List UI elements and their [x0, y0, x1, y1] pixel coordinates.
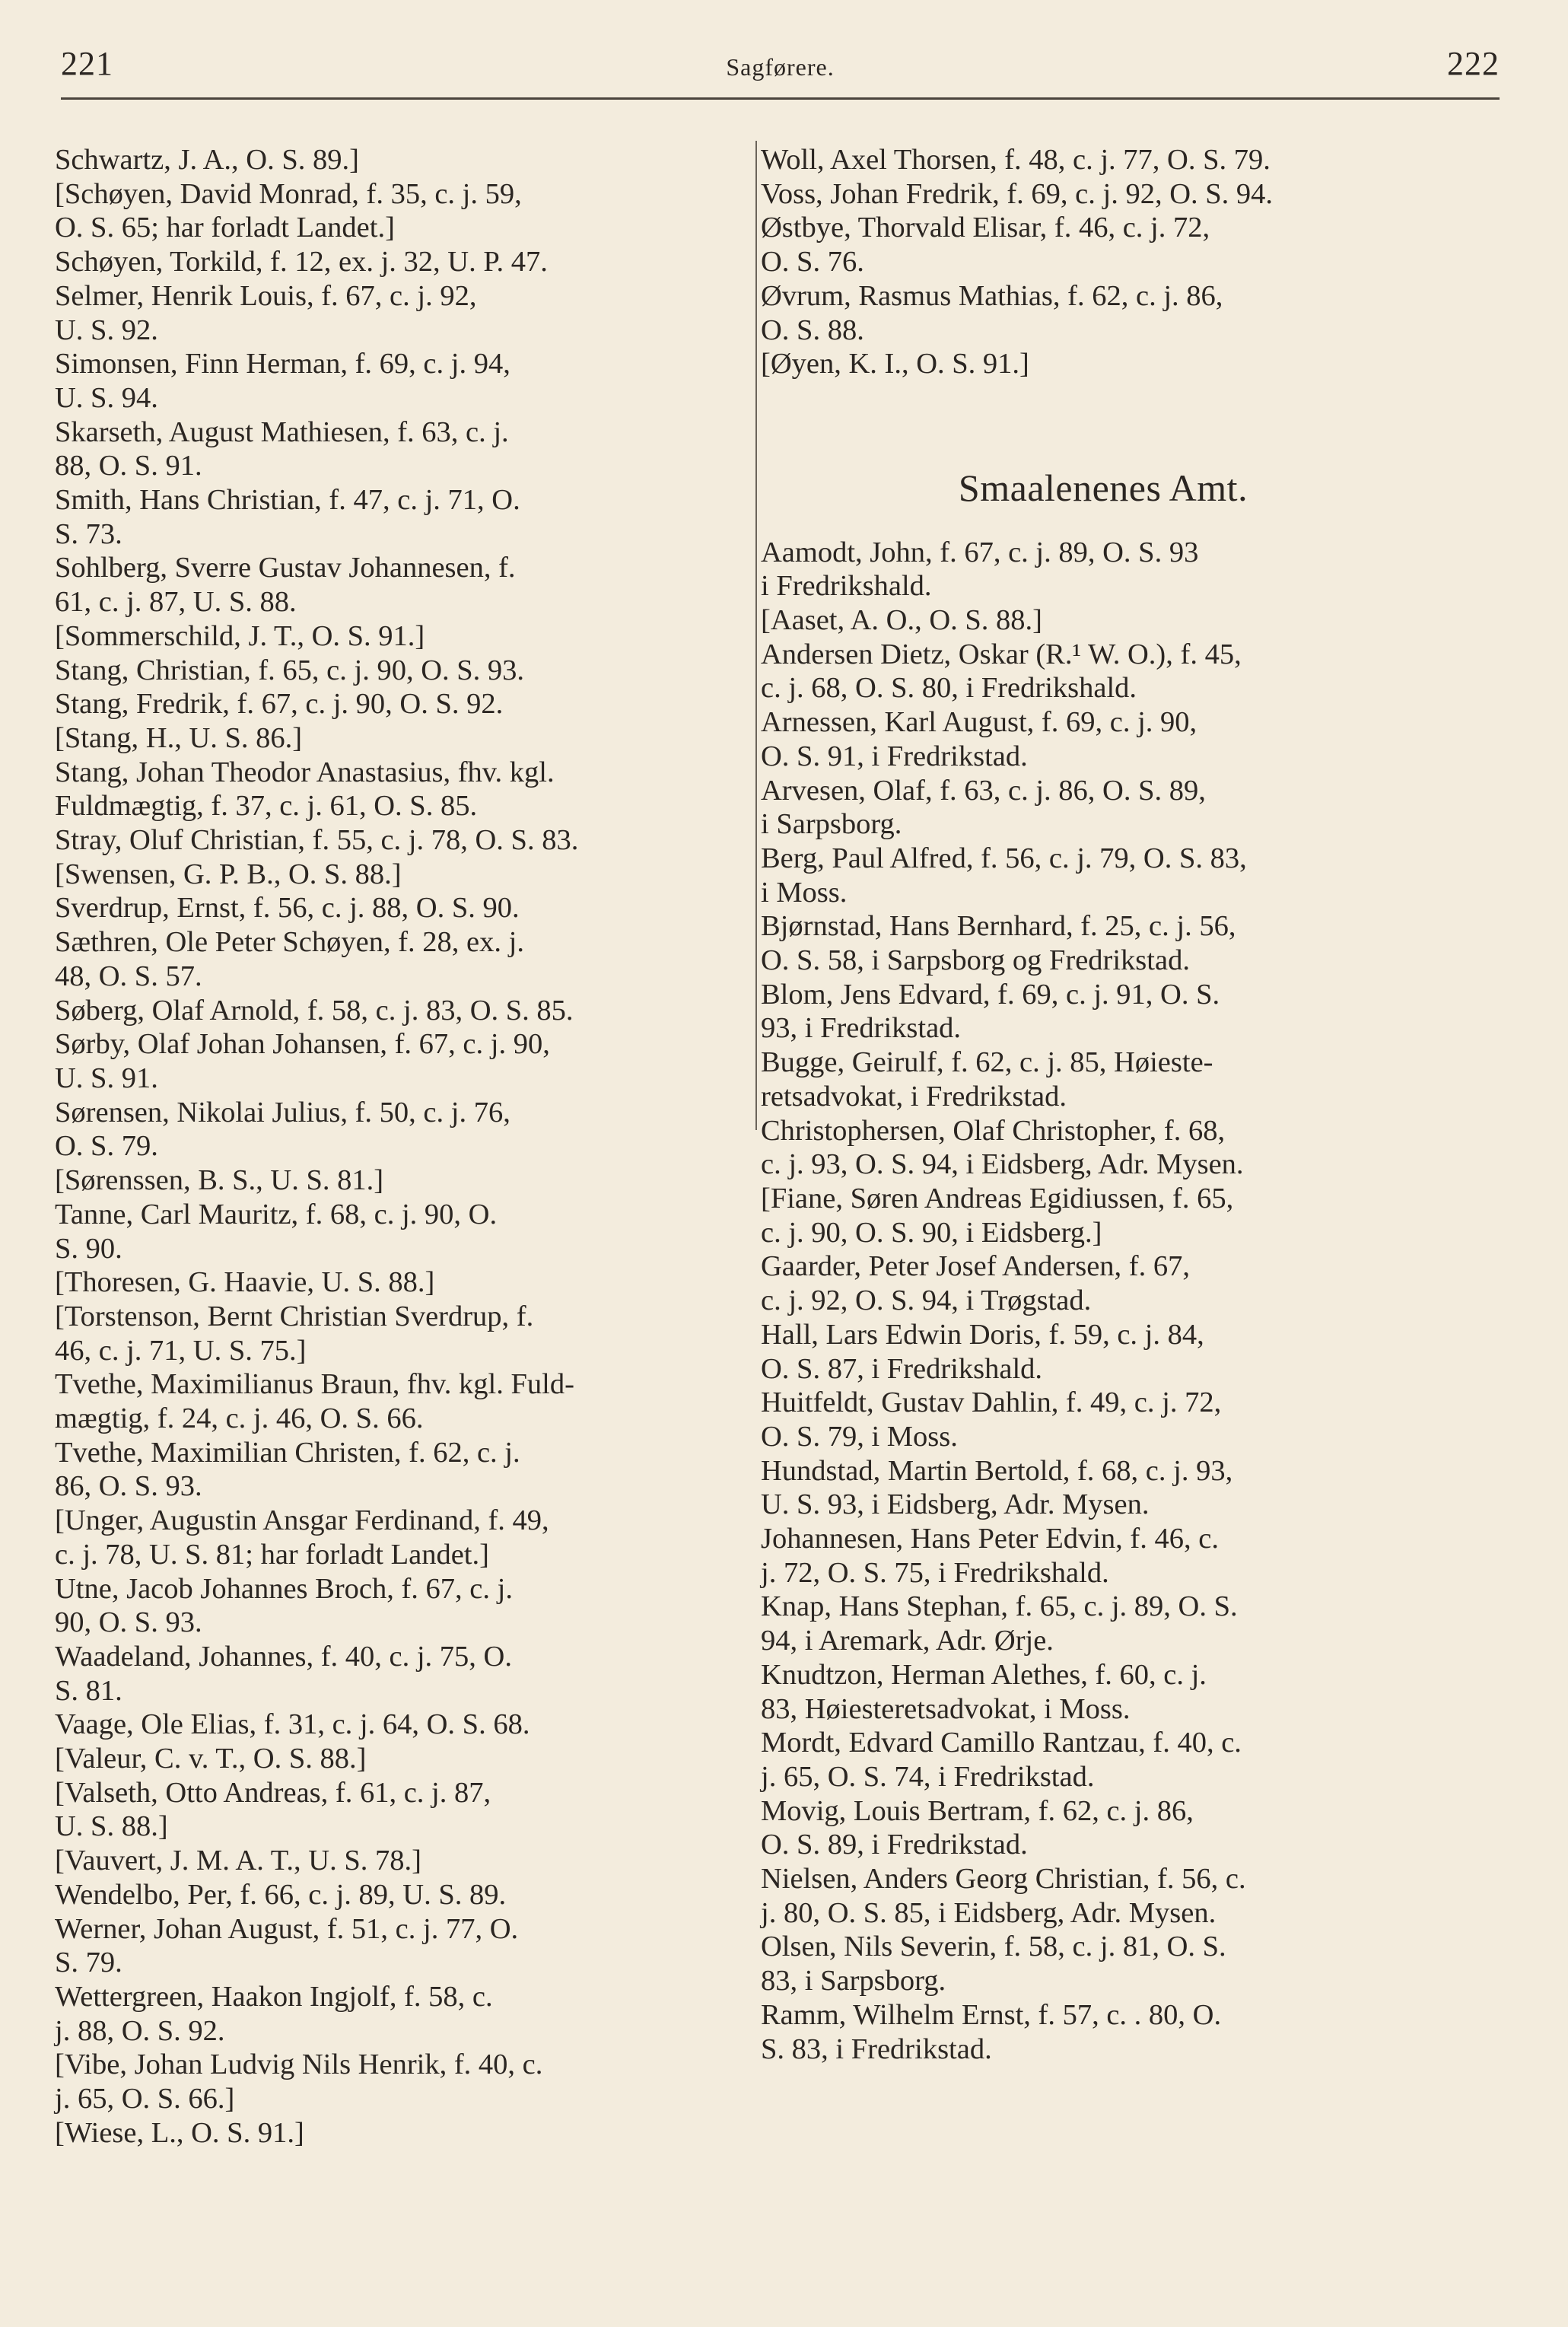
register-line: [Vauvert, J. M. A. T., U. S. 78.]	[55, 1845, 421, 1877]
register-line: U. S. 92.	[55, 314, 158, 346]
right-column	[761, 143, 1446, 2066]
register-line: Wendelbo, Per, f. 66, c. j. 89, U. S. 89.	[55, 1878, 507, 1911]
register-line: [Valseth, Otto Andreas, f. 61, c. j. 87,	[55, 1776, 491, 1809]
register-line: O. S. 58, i Sarpsborg og Fredrikstad.	[761, 944, 1190, 977]
register-line: i Sarpsborg.	[761, 808, 902, 841]
register-line: O. S. 88.	[761, 314, 864, 346]
left-column	[55, 143, 739, 2150]
register-line: [Thoresen, G. Haavie, U. S. 88.]	[55, 1266, 435, 1299]
register-line: c. j. 90, O. S. 90, i Eidsberg.]	[761, 1216, 1102, 1249]
register-line: [Øyen, K. I., O. S. 91.]	[761, 348, 1029, 380]
register-line: Skarseth, August Mathiesen, f. 63, c. j.	[55, 415, 509, 448]
register-line: Sohlberg, Sverre Gustav Johannesen, f.	[55, 552, 516, 584]
register-line: O. S. 79, i Moss.	[761, 1420, 958, 1453]
register-line: Selmer, Henrik Louis, f. 67, c. j. 92,	[55, 279, 477, 312]
register-line: 83, i Sarpsborg.	[761, 1965, 946, 1998]
register-line: j. 65, O. S. 74, i Fredrikstad.	[761, 1760, 1095, 1793]
register-line: [Sørenssen, B. S., U. S. 81.]	[55, 1164, 384, 1197]
register-line: Movig, Louis Bertram, f. 62, c. j. 86,	[761, 1794, 1194, 1827]
register-line: Sørensen, Nikolai Julius, f. 50, c. j. 76,	[55, 1096, 510, 1128]
register-line: U. S. 88.]	[55, 1810, 168, 1843]
register-line: 93, i Fredrikstad.	[761, 1012, 962, 1045]
register-line: O. S. 79.	[55, 1130, 158, 1163]
register-line: Waadeland, Johannes, f. 40, c. j. 75, O.	[55, 1640, 512, 1673]
register-line: Johannesen, Hans Peter Edvin, f. 46, c.	[761, 1523, 1219, 1555]
register-line: 61, c. j. 87, U. S. 88.	[55, 586, 297, 619]
register-line: Gaarder, Peter Josef Andersen, f. 67,	[761, 1250, 1191, 1283]
register-line: Knudtzon, Herman Alethes, f. 60, c. j.	[761, 1658, 1207, 1691]
register-line: Nielsen, Anders Georg Christian, f. 56, c.	[761, 1863, 1246, 1896]
register-line: Fuldmægtig, f. 37, c. j. 61, O. S. 85.	[55, 790, 478, 823]
register-line: Stang, Christian, f. 65, c. j. 90, O. S. 93.	[55, 654, 525, 686]
register-line: j. 65, O. S. 66.]	[55, 2083, 235, 2115]
register-line: [Aaset, A. O., O. S. 88.]	[761, 604, 1042, 637]
register-line: Andersen Dietz, Oskar (R.¹ W. O.), f. 45,	[761, 638, 1242, 670]
register-line: Sørby, Olaf Johan Johansen, f. 67, c. j. 90,	[55, 1028, 550, 1061]
register-line: j. 80, O. S. 85, i Eidsberg, Adr. Mysen.	[761, 1896, 1217, 1929]
register-line: Sæthren, Ole Peter Schøyen, f. 28, ex. j.	[55, 926, 524, 959]
register-line: 94, i Aremark, Adr. Ørje.	[761, 1625, 1054, 1657]
register-line: c. j. 92, O. S. 94, i Trøgstad.	[761, 1284, 1092, 1317]
register-line: Blom, Jens Edvard, f. 69, c. j. 91, O. S.	[761, 978, 1220, 1011]
running-title: Sagførere.	[726, 53, 835, 81]
register-line: 46, c. j. 71, U. S. 75.]	[55, 1334, 307, 1367]
register-line: Knap, Hans Stephan, f. 65, c. j. 89, O. S.	[761, 1590, 1238, 1623]
register-line: Aamodt, John, f. 67, c. j. 89, O. S. 93	[761, 536, 1199, 568]
register-line: O. S. 65; har forladt Landet.]	[55, 212, 395, 244]
register-line: Woll, Axel Thorsen, f. 48, c. j. 77, O. S. 79.	[761, 144, 1271, 176]
register-line: Simonsen, Finn Herman, f. 69, c. j. 94,	[55, 348, 510, 380]
register-line: [Stang, H., U. S. 86.]	[55, 721, 303, 754]
register-line: i Fredrikshald.	[761, 570, 932, 603]
register-line: O. S. 76.	[761, 246, 864, 279]
register-line: S. 79.	[55, 1947, 122, 1979]
register-line: [Schøyen, David Monrad, f. 35, c. j. 59,	[55, 177, 522, 210]
register-line: Østbye, Thorvald Elisar, f. 46, c. j. 72,	[761, 212, 1210, 244]
register-line: S. 81.	[55, 1674, 122, 1707]
register-line: [Valeur, C. v. T., O. S. 88.]	[55, 1743, 367, 1775]
register-line: c. j. 93, O. S. 94, i Eidsberg, Adr. Mysen.	[761, 1148, 1244, 1181]
register-line: 83, Høiesteretsadvokat, i Moss.	[761, 1692, 1131, 1725]
register-line: 88, O. S. 91.	[55, 450, 202, 482]
register-line: j. 88, O. S. 92.	[55, 2014, 225, 2047]
register-line: Arnessen, Karl August, f. 69, c. j. 90,	[761, 706, 1197, 739]
left-page-number: 221	[61, 45, 113, 82]
register-line: mægtig, f. 24, c. j. 46, O. S. 66.	[55, 1402, 424, 1435]
register-line: U. S. 94.	[55, 381, 158, 414]
right-column-bottom-list	[761, 536, 1446, 2067]
register-line: O. S. 91, i Fredrikstad.	[761, 740, 1028, 772]
register-line: Sverdrup, Ernst, f. 56, c. j. 88, O. S. 90.	[55, 892, 520, 925]
register-line: [Wiese, L., O. S. 91.]	[55, 2116, 304, 2149]
register-line: S. 83, i Fredrikstad.	[761, 2033, 992, 2065]
register-line: retsadvokat, i Fredrikstad.	[761, 1080, 1067, 1113]
register-line: [Torstenson, Bernt Christian Sverdrup, f.	[55, 1300, 534, 1332]
register-line: Werner, Johan August, f. 51, c. j. 77, O.	[55, 1912, 519, 1945]
register-line: [Unger, Augustin Ansgar Ferdinand, f. 49,	[55, 1504, 549, 1537]
page-header	[61, 44, 1500, 100]
register-line: Stray, Oluf Christian, f. 55, c. j. 78, O. S. 83.	[55, 824, 579, 857]
register-line: Vaage, Ole Elias, f. 31, c. j. 64, O. S. 68.	[55, 1708, 530, 1741]
register-line: Bjørnstad, Hans Bernhard, f. 25, c. j. 56,	[761, 910, 1236, 943]
register-line: Berg, Paul Alfred, f. 56, c. j. 79, O. S. 83,	[761, 842, 1247, 874]
register-line: 90, O. S. 93.	[55, 1606, 202, 1639]
register-line: Hall, Lars Edwin Doris, f. 59, c. j. 84,	[761, 1318, 1204, 1351]
register-line: Arvesen, Olaf, f. 63, c. j. 86, O. S. 89,	[761, 774, 1206, 807]
register-line: Stang, Fredrik, f. 67, c. j. 90, O. S. 92.	[55, 688, 504, 721]
register-line: 86, O. S. 93.	[55, 1470, 202, 1503]
register-line: [Sommerschild, J. T., O. S. 91.]	[55, 619, 425, 652]
register-line: Søberg, Olaf Arnold, f. 58, c. j. 83, O. S. 85.	[55, 994, 574, 1027]
register-line: Olsen, Nils Severin, f. 58, c. j. 81, O. S.	[761, 1931, 1226, 1963]
register-line: Mordt, Edvard Camillo Rantzau, f. 40, c.	[761, 1727, 1242, 1759]
register-line: S. 73.	[55, 517, 122, 550]
register-line: [Vibe, Johan Ludvig Nils Henrik, f. 40, c.	[55, 2048, 543, 2081]
section-heading: Smaalenenes Amt.	[958, 466, 1248, 509]
register-line: U. S. 91.	[55, 1062, 158, 1094]
register-line: Øvrum, Rasmus Mathias, f. 62, c. j. 86,	[761, 279, 1223, 312]
register-line: Voss, Johan Fredrik, f. 69, c. j. 92, O. S. 94.	[761, 177, 1274, 210]
register-line: 48, O. S. 57.	[55, 960, 202, 992]
register-line: c. j. 78, U. S. 81; har forladt Landet.]	[55, 1538, 489, 1571]
register-line: Wettergreen, Haakon Ingjolf, f. 58, c.	[55, 1980, 493, 2013]
register-line: [Fiane, Søren Andreas Egidiussen, f. 65,	[761, 1182, 1234, 1214]
right-column-top-list	[761, 143, 1446, 381]
register-line: Schøyen, Torkild, f. 12, ex. j. 32, U. P. 47.	[55, 246, 548, 279]
register-line: Tvethe, Maximilian Christen, f. 62, c. j.	[55, 1436, 520, 1469]
register-line: U. S. 93, i Eidsberg, Adr. Mysen.	[761, 1488, 1150, 1521]
register-line: j. 72, O. S. 75, i Fredrikshald.	[761, 1556, 1109, 1589]
register-line: Tanne, Carl Mauritz, f. 68, c. j. 90, O.	[55, 1198, 498, 1230]
register-line: O. S. 89, i Fredrikstad.	[761, 1829, 1028, 1861]
register-line: Stang, Johan Theodor Anastasius, fhv. kgl.	[55, 756, 555, 788]
register-line: Schwartz, J. A., O. S. 89.]	[55, 144, 359, 176]
register-line: Christophersen, Olaf Christopher, f. 68,	[761, 1114, 1226, 1147]
register-line: Bugge, Geirulf, f. 62, c. j. 85, Høieste-	[761, 1046, 1213, 1079]
register-line: c. j. 68, O. S. 80, i Fredrikshald.	[761, 672, 1137, 705]
register-line: O. S. 87, i Fredrikshald.	[761, 1352, 1043, 1385]
register-line: [Swensen, G. P. B., O. S. 88.]	[55, 858, 402, 890]
register-line: Utne, Jacob Johannes Broch, f. 67, c. j.	[55, 1572, 513, 1605]
register-line: Smith, Hans Christian, f. 47, c. j. 71, O.	[55, 484, 520, 517]
register-line: Hundstad, Martin Bertold, f. 68, c. j. 93,	[761, 1454, 1233, 1487]
register-line: i Moss.	[761, 876, 848, 909]
register-line: Ramm, Wilhelm Ernst, f. 57, c. . 80, O.	[761, 1998, 1222, 2031]
column-divider	[755, 141, 757, 1130]
register-line: Huitfeldt, Gustav Dahlin, f. 49, c. j. 72,	[761, 1386, 1222, 1419]
right-page-number: 222	[1447, 45, 1500, 82]
register-line: Tvethe, Maximilianus Braun, fhv. kgl. Fuld-	[55, 1368, 574, 1401]
register-line: S. 90.	[55, 1232, 122, 1265]
